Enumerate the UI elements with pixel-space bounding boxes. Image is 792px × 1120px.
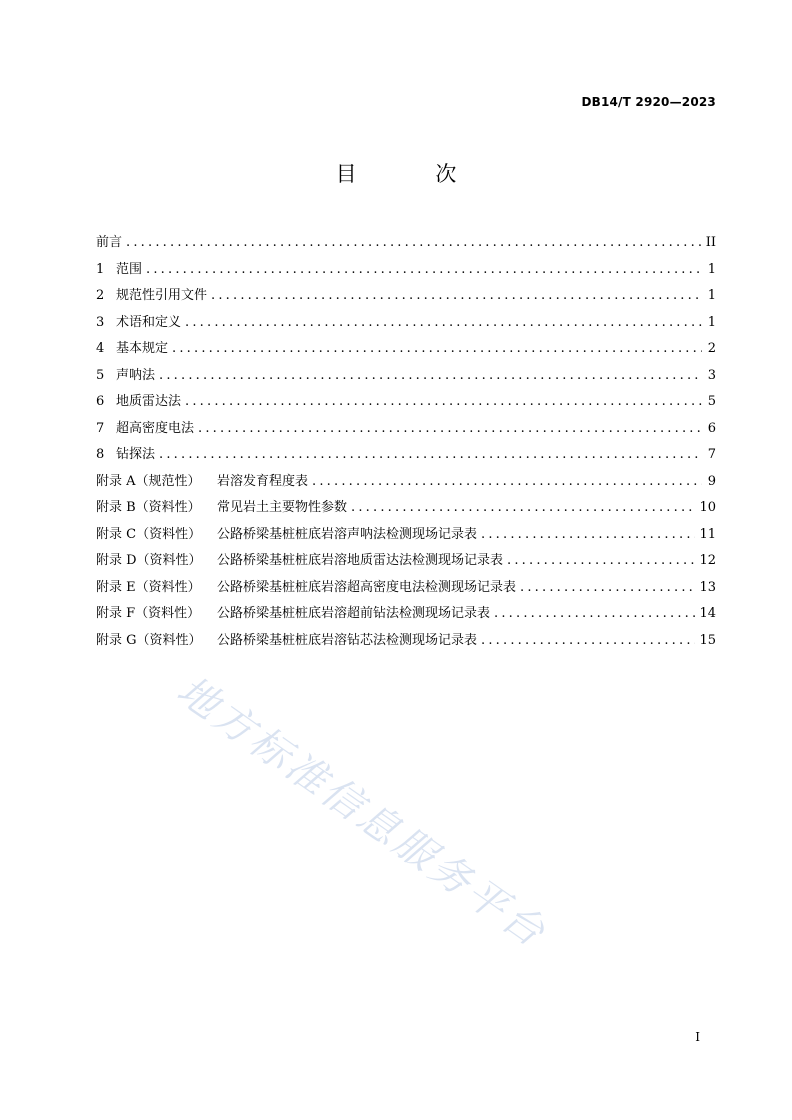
leader-dots bbox=[146, 262, 702, 277]
toc-entry-page: 2 bbox=[707, 341, 716, 356]
toc-entry-number: 5 bbox=[96, 367, 105, 383]
toc-entry-label: 规范性引用文件 bbox=[116, 288, 208, 303]
leader-dots bbox=[185, 315, 702, 330]
toc-entry-6[interactable] bbox=[96, 390, 716, 417]
toc-entry-page: 5 bbox=[707, 394, 716, 409]
leader-dots bbox=[159, 368, 702, 383]
toc-entry-number: 8 bbox=[96, 447, 105, 462]
appendix-label: 公路桥梁基桩桩底岩溶钻芯法检测现场记录表 bbox=[217, 632, 478, 648]
page-title: 目 次 bbox=[335, 162, 493, 186]
toc-appendix-d[interactable] bbox=[96, 549, 716, 576]
appendix-label: 公路桥梁基桩桩底岩溶声呐法检测现场记录表 bbox=[217, 526, 478, 542]
leader-dots bbox=[126, 235, 702, 250]
toc-entry-label: 地质雷达法 bbox=[116, 394, 182, 409]
leader-dots bbox=[312, 474, 702, 489]
appendix-tag: 附录 C（资料性） bbox=[96, 526, 202, 542]
toc-entry-label: 基本规定 bbox=[116, 341, 169, 356]
toc-entry-page: 11 bbox=[699, 526, 716, 542]
appendix-label: 公路桥梁基桩桩底岩溶超前钻法检测现场记录表 bbox=[217, 606, 491, 621]
toc-entry-page: 10 bbox=[699, 500, 716, 515]
toc-entry-foreword[interactable] bbox=[96, 231, 716, 258]
toc-entry-page: 7 bbox=[707, 447, 716, 462]
leader-dots bbox=[211, 288, 702, 303]
leader-dots bbox=[159, 447, 702, 462]
appendix-label: 公路桥梁基桩桩底岩溶地质雷达法检测现场记录表 bbox=[217, 553, 504, 568]
toc-entry-page: 3 bbox=[707, 367, 716, 383]
appendix-label: 公路桥梁基桩桩底岩溶超高密度电法检测现场记录表 bbox=[217, 579, 517, 595]
toc-entry-page: 13 bbox=[699, 579, 716, 595]
leader-dots bbox=[351, 500, 695, 515]
toc-entry-page: 9 bbox=[707, 473, 716, 489]
leader-dots bbox=[198, 421, 702, 436]
toc-entry-label: 钻探法 bbox=[116, 447, 156, 462]
leader-dots bbox=[172, 341, 702, 356]
leader-dots bbox=[494, 606, 695, 621]
toc-appendix-c[interactable] bbox=[96, 523, 716, 550]
toc-appendix-b[interactable] bbox=[96, 496, 716, 523]
toc-appendix-e[interactable] bbox=[96, 576, 716, 603]
appendix-tag: 附录 F（资料性） bbox=[96, 606, 201, 621]
document-code: DB14/T 2920—2023 bbox=[581, 95, 716, 109]
toc-appendix-f[interactable] bbox=[96, 602, 716, 629]
toc-entry-label: 声呐法 bbox=[116, 367, 156, 383]
page-number: I bbox=[695, 1030, 700, 1044]
toc-appendix-g[interactable] bbox=[96, 629, 716, 656]
leader-dots bbox=[481, 527, 695, 542]
leader-dots bbox=[185, 394, 702, 409]
toc-entry-1[interactable] bbox=[96, 258, 716, 285]
toc-entry-page: 6 bbox=[707, 420, 716, 436]
toc-entry-page: 1 bbox=[707, 261, 716, 277]
watermark: 地方标准信息服务平台 bbox=[168, 667, 556, 958]
appendix-tag: 附录 D（资料性） bbox=[96, 553, 202, 568]
toc-entry-2[interactable] bbox=[96, 284, 716, 311]
toc-entry-page: 12 bbox=[699, 553, 716, 568]
toc-entry-5[interactable] bbox=[96, 364, 716, 391]
toc-entry-number: 7 bbox=[96, 420, 105, 436]
appendix-tag: 附录 E（资料性） bbox=[96, 579, 201, 595]
toc-appendix-a[interactable] bbox=[96, 470, 716, 497]
toc-entry-4[interactable] bbox=[96, 337, 716, 364]
toc-entry-page: 14 bbox=[699, 606, 716, 621]
appendix-label: 岩溶发育程度表 bbox=[217, 473, 309, 489]
toc-entry-number: 2 bbox=[96, 288, 105, 303]
appendix-label: 常见岩土主要物性参数 bbox=[217, 500, 348, 515]
toc-entry-page: 1 bbox=[707, 288, 716, 303]
toc-entry-number: 1 bbox=[96, 261, 105, 277]
toc-entry-page: 1 bbox=[707, 314, 716, 330]
toc-entry-page: II bbox=[705, 235, 716, 250]
toc-entry-label: 术语和定义 bbox=[116, 314, 182, 330]
toc-entry-label: 前言 bbox=[96, 235, 123, 250]
toc-entry-number: 6 bbox=[96, 394, 105, 409]
table-of-contents bbox=[96, 231, 716, 655]
toc-entry-label: 范围 bbox=[116, 261, 143, 277]
appendix-tag: 附录 G（资料性） bbox=[96, 632, 202, 648]
toc-entry-number: 3 bbox=[96, 314, 105, 330]
toc-entry-3[interactable] bbox=[96, 311, 716, 338]
appendix-tag: 附录 B（资料性） bbox=[96, 500, 201, 515]
leader-dots bbox=[507, 553, 695, 568]
toc-entry-7[interactable] bbox=[96, 417, 716, 444]
leader-dots bbox=[481, 633, 695, 648]
toc-entry-number: 4 bbox=[96, 341, 105, 356]
toc-entry-8[interactable] bbox=[96, 443, 716, 470]
appendix-tag: 附录 A（规范性） bbox=[96, 473, 201, 489]
leader-dots bbox=[520, 580, 695, 595]
toc-entry-page: 15 bbox=[699, 632, 716, 648]
toc-entry-label: 超高密度电法 bbox=[116, 420, 195, 436]
